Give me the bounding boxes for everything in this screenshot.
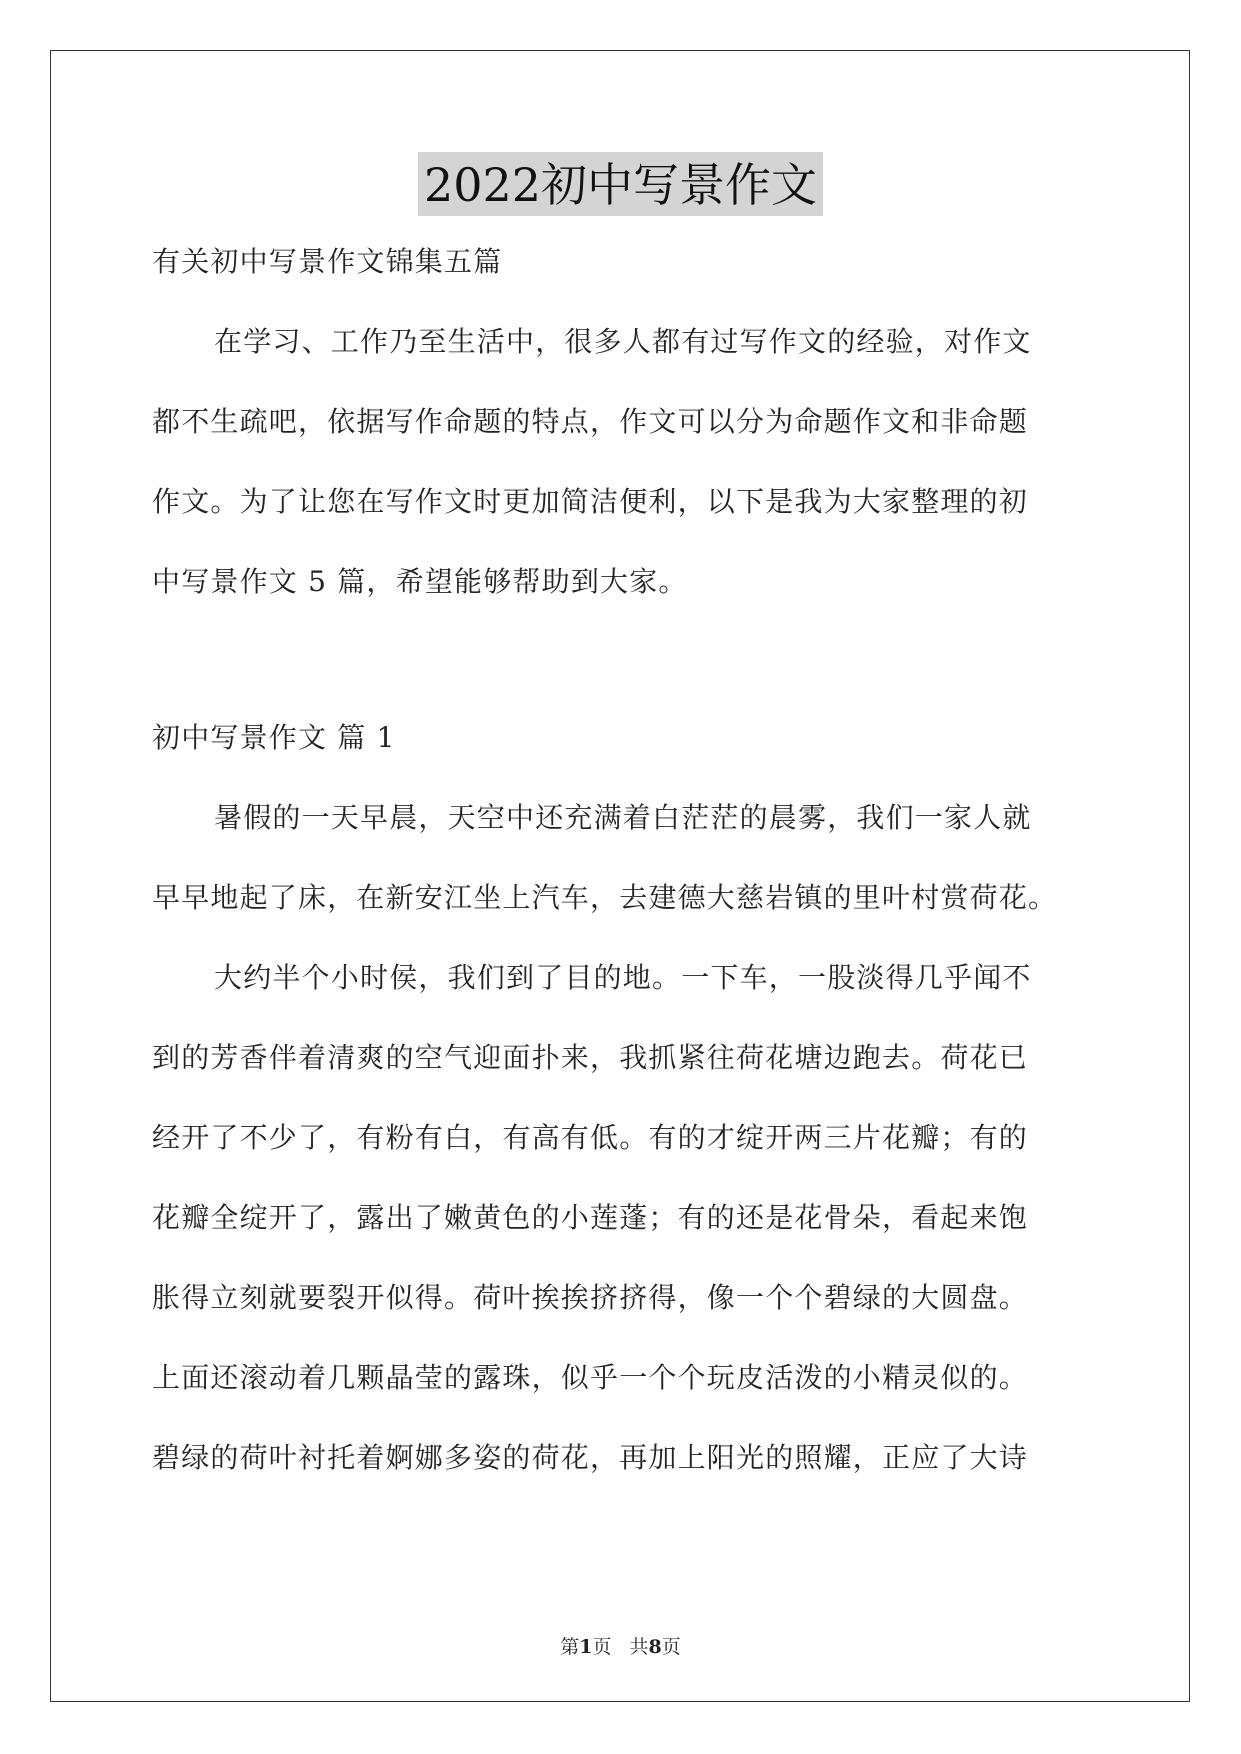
page-footer	[0, 1632, 1241, 1659]
paragraph-line: 胀得立刻就要裂开似得。荷叶挨挨挤挤得，像一个个碧绿的大圆盘。	[152, 1281, 1029, 1314]
document-body	[152, 236, 1090, 1512]
intro-line: 都不生疏吧，依据写作命题的特点，作文可以分为命题作文和非命题	[152, 405, 1029, 438]
total-suffix: 页	[661, 1636, 681, 1658]
intro-line: 中写景作文 5 篇，希望能够帮助到大家。	[152, 565, 688, 598]
document-subtitle: 有关初中写景作文锦集五篇	[152, 245, 503, 278]
page-current: 1	[579, 1636, 593, 1658]
paragraph-line: 大约半个小时侯，我们到了目的地。一下车，一股淡得几乎闻不	[214, 961, 1032, 994]
paragraph-line: 到的芳香伴着清爽的空气迎面扑来，我抓紧往荷花塘边跑去。荷花已	[152, 1041, 1029, 1074]
page-prefix: 第	[560, 1636, 580, 1658]
paragraph-line: 碧绿的荷叶衬托着婀娜多姿的荷花，再加上阳光的照耀，正应了大诗	[152, 1441, 1029, 1474]
paragraph-line: 早早地起了床，在新安江坐上汽车，去建德大慈岩镇的里叶村赏荷花。	[152, 881, 1058, 914]
section-gap	[152, 636, 1090, 712]
paragraph-line: 花瓣全绽开了，露出了嫩黄色的小莲蓬；有的还是花骨朵，看起来饱	[152, 1201, 1029, 1234]
title-wrap	[0, 152, 1241, 216]
paragraph-line: 上面还滚动着几颗晶莹的露珠，似乎一个个玩皮活泼的小精灵似的。	[152, 1361, 1029, 1394]
page-suffix: 页	[592, 1636, 612, 1658]
page-total: 8	[648, 1636, 662, 1658]
total-prefix: 共	[629, 1636, 649, 1658]
intro-line: 作文。为了让您在写作文时更加简洁便利，以下是我为大家整理的初	[152, 485, 1029, 518]
section-heading: 初中写景作文 篇 1	[152, 721, 396, 754]
document-title: 2022初中写景作文	[418, 152, 823, 216]
paragraph-line: 暑假的一天早晨，天空中还充满着白茫茫的晨雾，我们一家人就	[214, 801, 1032, 834]
intro-line: 在学习、工作乃至生活中，很多人都有过写作文的经验，对作文	[214, 325, 1032, 358]
paragraph-line: 经开了不少了，有粉有白，有高有低。有的才绽开两三片花瓣；有的	[152, 1121, 1029, 1154]
